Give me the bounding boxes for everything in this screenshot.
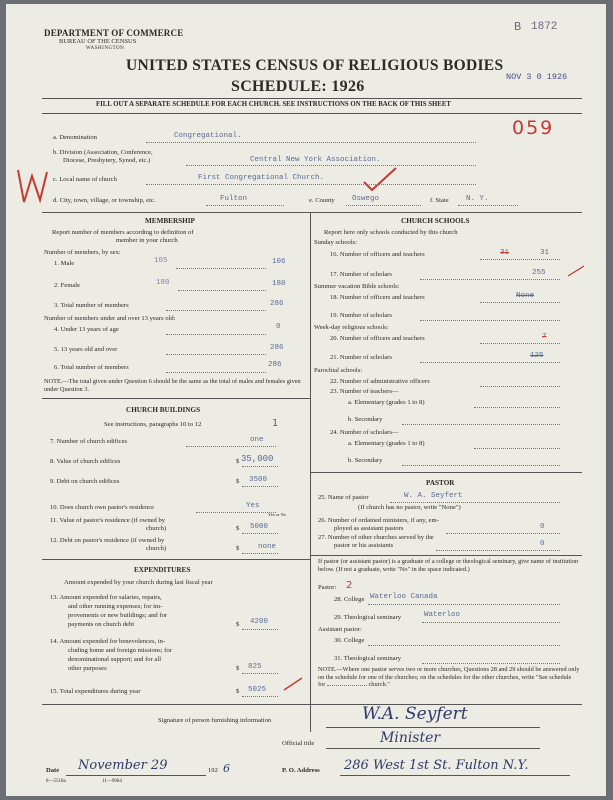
po-address-line <box>340 775 570 776</box>
q16-label: 16. Number of officers and teachers <box>330 251 425 258</box>
form-number: 8—5518a <box>46 779 66 784</box>
summer-schools-label: Summer vacation Bible schools: <box>314 283 400 290</box>
q14-line-3: denominational support; and for all <box>68 656 162 663</box>
q26-value[interactable]: 0 <box>540 523 545 531</box>
q16-line <box>480 259 560 260</box>
q9-label: 9. Debt on church edifices <box>50 478 120 485</box>
q2-label: 2. Female <box>54 282 81 289</box>
q29-line <box>422 622 560 623</box>
q31-line <box>422 663 560 664</box>
q10-value[interactable]: Yes <box>246 502 260 510</box>
buildings-intro: See instructions, paragraphs 10 to 12 <box>104 421 202 428</box>
buildings-heading: CHURCH BUILDINGS <box>126 406 201 414</box>
q11-dollar: $ <box>236 525 240 532</box>
division-label: b. Division (Association, Conference, <box>53 149 153 156</box>
assistant-pastor-label: Assistant pastor: <box>318 626 362 633</box>
q16-value[interactable]: 31 <box>540 249 550 257</box>
q5-value[interactable]: 286 <box>270 344 284 352</box>
q27-label-2: pastor or his assistants <box>334 542 394 549</box>
date-value[interactable]: November 29 <box>78 758 168 773</box>
q23b-label: b. Secondary <box>348 416 383 423</box>
q1-line <box>176 268 266 269</box>
state-label: f. State <box>430 197 449 204</box>
buildings-bottom-rule <box>42 559 310 560</box>
q24-label: 24. Number of scholars— <box>330 429 399 436</box>
age-intro: Number of members under and over 13 years old: <box>44 315 176 322</box>
pastor-note-block <box>318 666 580 689</box>
q4-label: 4. Under 13 years of age <box>54 326 119 333</box>
q12-dollar: $ <box>236 545 240 552</box>
q21-value[interactable]: 125 <box>530 352 544 360</box>
membership-intro-2: member in your church <box>116 237 178 244</box>
q20-label: 20. Number of officers and teachers <box>330 335 425 342</box>
q13-line <box>242 629 278 630</box>
year-digit[interactable]: 6 <box>223 762 230 775</box>
pastor-note-blank <box>327 685 367 686</box>
q10-label: 10. Does church own pastor's residence <box>50 504 155 511</box>
q11-value[interactable]: 5000 <box>250 523 269 531</box>
pastor-note-end: church." <box>368 681 390 688</box>
q17-label: 17. Number of scholars <box>330 271 392 278</box>
year-prefix: 192 <box>208 767 218 774</box>
q12-value[interactable]: none <box>258 543 277 551</box>
q23a-label: a. Elementary (grades 1 to 8) <box>348 399 425 406</box>
q11-line <box>242 533 278 534</box>
official-title-value[interactable]: Minister <box>380 730 441 746</box>
q11-label: 11. Value of pastor's residence (if owned by <box>50 517 166 524</box>
q7-value[interactable]: one <box>250 436 264 444</box>
q6-line <box>166 372 266 373</box>
body-top-rule <box>42 212 582 213</box>
q14-line <box>242 673 278 674</box>
q29-value[interactable]: Waterloo <box>424 611 461 619</box>
county-label: e. County <box>309 197 335 204</box>
q8-dollar: $ <box>236 458 240 465</box>
pastor-heading: PASTOR <box>426 479 455 487</box>
q28-value[interactable]: Waterloo Canada <box>370 593 438 601</box>
body-bottom-rule <box>42 704 582 705</box>
parochial-schools-label: Parochial schools: <box>314 367 363 374</box>
q7-line <box>186 446 276 447</box>
department-name: DEPARTMENT OF COMMERCE <box>44 28 184 38</box>
q26-label-2: ployed as assistant pastors <box>334 525 404 532</box>
expenditures-intro: Amount expended by your church during last fiscal year <box>64 579 213 586</box>
q8-line <box>242 466 278 467</box>
q5-line <box>166 354 266 355</box>
q9-value[interactable]: 3500 <box>249 476 268 484</box>
q11-label-2: church) <box>146 525 167 532</box>
q8-label: 8. Value of church edifices <box>50 458 121 465</box>
q6-label: 6. Total number of members <box>54 364 129 371</box>
by-sex-label: Number of members, by sex: <box>44 249 121 256</box>
q18-value[interactable]: None <box>516 292 535 300</box>
q13-dollar: $ <box>236 621 240 628</box>
separate-schedule-instruction: FILL OUT A SEPARATE SCHEDULE FOR EACH CHURCH. SEE INSTRUCTIONS ON THE BACK OF THIS SHEET <box>96 101 451 108</box>
q25-value[interactable]: W. A. Seyfert <box>404 492 463 500</box>
form-title: UNITED STATES CENSUS OF RELIGIOUS BODIES <box>126 57 504 74</box>
official-title-line <box>326 748 540 749</box>
q16-struck-value: 31 <box>500 249 510 257</box>
schools-heading: CHURCH SCHOOLS <box>401 217 470 225</box>
q27-label: 27. Number of other churches served by the <box>318 534 434 541</box>
q17-value[interactable]: 255 <box>532 269 546 277</box>
margin-check-mark <box>14 164 50 210</box>
q22-label: 22. Number of administrative officers <box>330 378 430 385</box>
q2-value[interactable]: 180 <box>272 280 286 288</box>
bureau-name: BUREAU OF THE CENSUS <box>59 38 137 45</box>
q24b-line <box>402 465 560 466</box>
q15-label: 15. Total expenditures during year <box>50 688 141 695</box>
q13-line-4: payments on church debt <box>68 621 135 628</box>
q6-value[interactable]: 286 <box>268 361 282 369</box>
q10-line <box>196 512 276 513</box>
q14-line-4: other purposes <box>68 665 107 672</box>
q3-line <box>166 310 266 311</box>
q9-dollar: $ <box>236 478 240 485</box>
q23b-line <box>402 424 560 425</box>
print-code: 11—9064 <box>102 779 122 784</box>
q19-label: 19. Number of scholars <box>330 312 392 319</box>
schedule-title: SCHEDULE: 1926 <box>231 78 365 95</box>
q19-line <box>420 320 560 321</box>
local-name-line <box>146 184 476 185</box>
q5-label: 5. 13 years old and over <box>54 346 118 353</box>
city-value[interactable]: Fulton <box>220 195 248 203</box>
city-label: d. City, town, village, or township, etc. <box>53 197 156 204</box>
q21-label: 21. Number of scholars <box>330 354 392 361</box>
po-address-label: P. O. Address <box>282 767 320 774</box>
q25-hint: (If church has no pastor, write "None") <box>358 504 461 511</box>
state-value[interactable]: N. Y. <box>466 195 489 203</box>
q24a-label: a. Elementary (grades 1 to 8) <box>348 440 425 447</box>
corner-letter: B <box>514 20 522 34</box>
q18-line <box>480 302 560 303</box>
q15-value[interactable]: 5025 <box>248 686 267 694</box>
census-form-sheet <box>6 4 606 796</box>
q7-label: 7. Number of church edifices <box>50 438 128 445</box>
q28-line <box>368 604 560 605</box>
q23a-line <box>474 407 560 408</box>
q15-line <box>242 696 278 697</box>
q21-line <box>420 362 560 363</box>
division-line <box>186 165 476 166</box>
q22-line <box>480 386 560 387</box>
q14-line-1: 14. Amount expended for benevolences, in- <box>50 638 166 645</box>
q1-label: 1. Male <box>54 260 75 267</box>
received-date-stamp: NOV 3 0 1926 <box>506 72 568 82</box>
county-value[interactable]: Oswego <box>352 195 380 203</box>
q13-line-1: 13. Amount expended for salaries, repairs, <box>50 594 162 601</box>
q20-line <box>480 343 560 344</box>
denomination-label: a. Denomination <box>53 134 97 141</box>
q2-line <box>178 290 266 291</box>
pastor-mid-rule <box>310 555 582 556</box>
q4-value[interactable]: 0 <box>276 323 281 331</box>
q3-label: 3. Total number of members <box>54 302 129 309</box>
q2-margin-value: 180 <box>156 279 170 287</box>
signature-label: Signature of person furnishing information <box>158 717 272 724</box>
membership-intro-1: Report number of members according to definition of <box>52 229 194 236</box>
county-check-mark <box>360 166 400 194</box>
header-rule <box>42 98 582 99</box>
q1-value[interactable]: 106 <box>272 258 286 266</box>
q20-value[interactable]: 7 <box>542 333 547 341</box>
q13-line-3: provements or new buildings; and for <box>68 612 168 619</box>
q15-dollar: $ <box>236 688 240 695</box>
q27-value[interactable]: 0 <box>540 540 545 548</box>
q30-label: 30. College <box>334 637 365 644</box>
q14-dollar: $ <box>236 665 240 672</box>
q4-line <box>166 334 266 335</box>
signature-value[interactable]: W.A. Seyfert <box>362 704 468 724</box>
q12-line <box>242 553 278 554</box>
q14-value[interactable]: 825 <box>248 663 262 671</box>
q27-line <box>436 550 560 551</box>
denomination-line <box>146 142 476 143</box>
po-address-value[interactable]: 286 West 1st St. Fulton N.Y. <box>344 758 529 773</box>
q25-line <box>390 502 560 503</box>
schools-bottom-rule <box>310 472 582 473</box>
local-name-label: c. Local name of church <box>53 176 117 183</box>
division-value[interactable]: Central New York Association. <box>250 156 381 164</box>
expenditures-heading: EXPENDITURES <box>134 566 191 574</box>
schools-intro: Report here only schools conducted by this church <box>324 229 458 236</box>
q9-line <box>242 486 278 487</box>
corner-number: 1872 <box>531 21 558 33</box>
membership-heading: MEMBERSHIP <box>145 217 195 225</box>
membership-bottom-rule <box>42 398 310 399</box>
division-label-2: Diocese, Presbytery, Synod, etc.) <box>63 157 151 164</box>
date-line <box>66 775 206 776</box>
header-rule-bottom <box>42 113 582 114</box>
date-label: Date <box>46 767 60 774</box>
q14-line-2: cluding home and foreign missions; for <box>68 647 172 654</box>
q1-margin-value: 105 <box>154 257 168 265</box>
membership-note: NOTE.—The total given under Question 6 should be the same as the total of males and females given under Question 3. <box>44 378 301 393</box>
official-title-label: Official title <box>282 740 315 747</box>
sunday-schools-label: Sunday schools: <box>314 239 358 246</box>
q8-value[interactable]: 35,000 <box>241 454 274 464</box>
q30-line <box>368 645 560 646</box>
q10-hint: Yes or No <box>268 512 287 517</box>
state-line <box>458 205 518 206</box>
q31-label: 31. Theological seminary <box>334 655 402 662</box>
pastor-note: NOTE.—Where one pastor serves two or more churches, Questions 28 and 29 should be answered only on the schedule for one of the churches; on the schedules for the other churches, write "See schedule for <box>318 666 580 688</box>
q13-line-2: and other running expenses; for im- <box>68 603 163 610</box>
q18-label: 18. Number of officers and teachers <box>330 294 425 301</box>
buildings-red-mark: 1 <box>272 418 279 429</box>
red-code-number: 059 <box>512 117 555 139</box>
city-name: WASHINGTON <box>86 46 125 51</box>
q12-label-2: church) <box>146 545 167 552</box>
q24a-line <box>474 448 560 449</box>
q29-label: 29. Theological seminary <box>334 614 402 621</box>
q28-label: 28. College <box>334 596 365 603</box>
q24b-label: b. Secondary <box>348 457 383 464</box>
q17-line <box>420 279 560 280</box>
pastor-red-mark: 2 <box>346 580 353 591</box>
q26-label: 26. Number of ordained ministers, if any, em- <box>318 517 439 524</box>
q17-check-mark <box>566 262 586 278</box>
q13-value[interactable]: 4200 <box>250 618 269 626</box>
denomination-value[interactable]: Congregational. <box>174 132 242 140</box>
q26-line <box>446 533 560 534</box>
county-line <box>346 205 421 206</box>
graduate-note: If pastor (or assistant pastor) is a graduate of a college or theological seminary, give name of institution below. (If not a graduate, write "No" in the space indicated.) <box>318 558 579 573</box>
pastor-sub-label: Pastor: <box>318 584 337 591</box>
q25-label: 25. Name of pastor <box>318 494 369 501</box>
q15-check-mark <box>282 676 304 692</box>
city-line <box>206 205 284 206</box>
q12-label: 12. Debt on pastor's residence (if owned by <box>50 537 165 544</box>
q23-label: 23. Number of teachers— <box>330 388 399 395</box>
signature-line <box>326 727 540 728</box>
weekday-schools-label: Week-day religious schools: <box>314 324 389 331</box>
local-name-value[interactable]: First Congregational Church. <box>198 174 325 182</box>
q3-value[interactable]: 286 <box>270 300 284 308</box>
